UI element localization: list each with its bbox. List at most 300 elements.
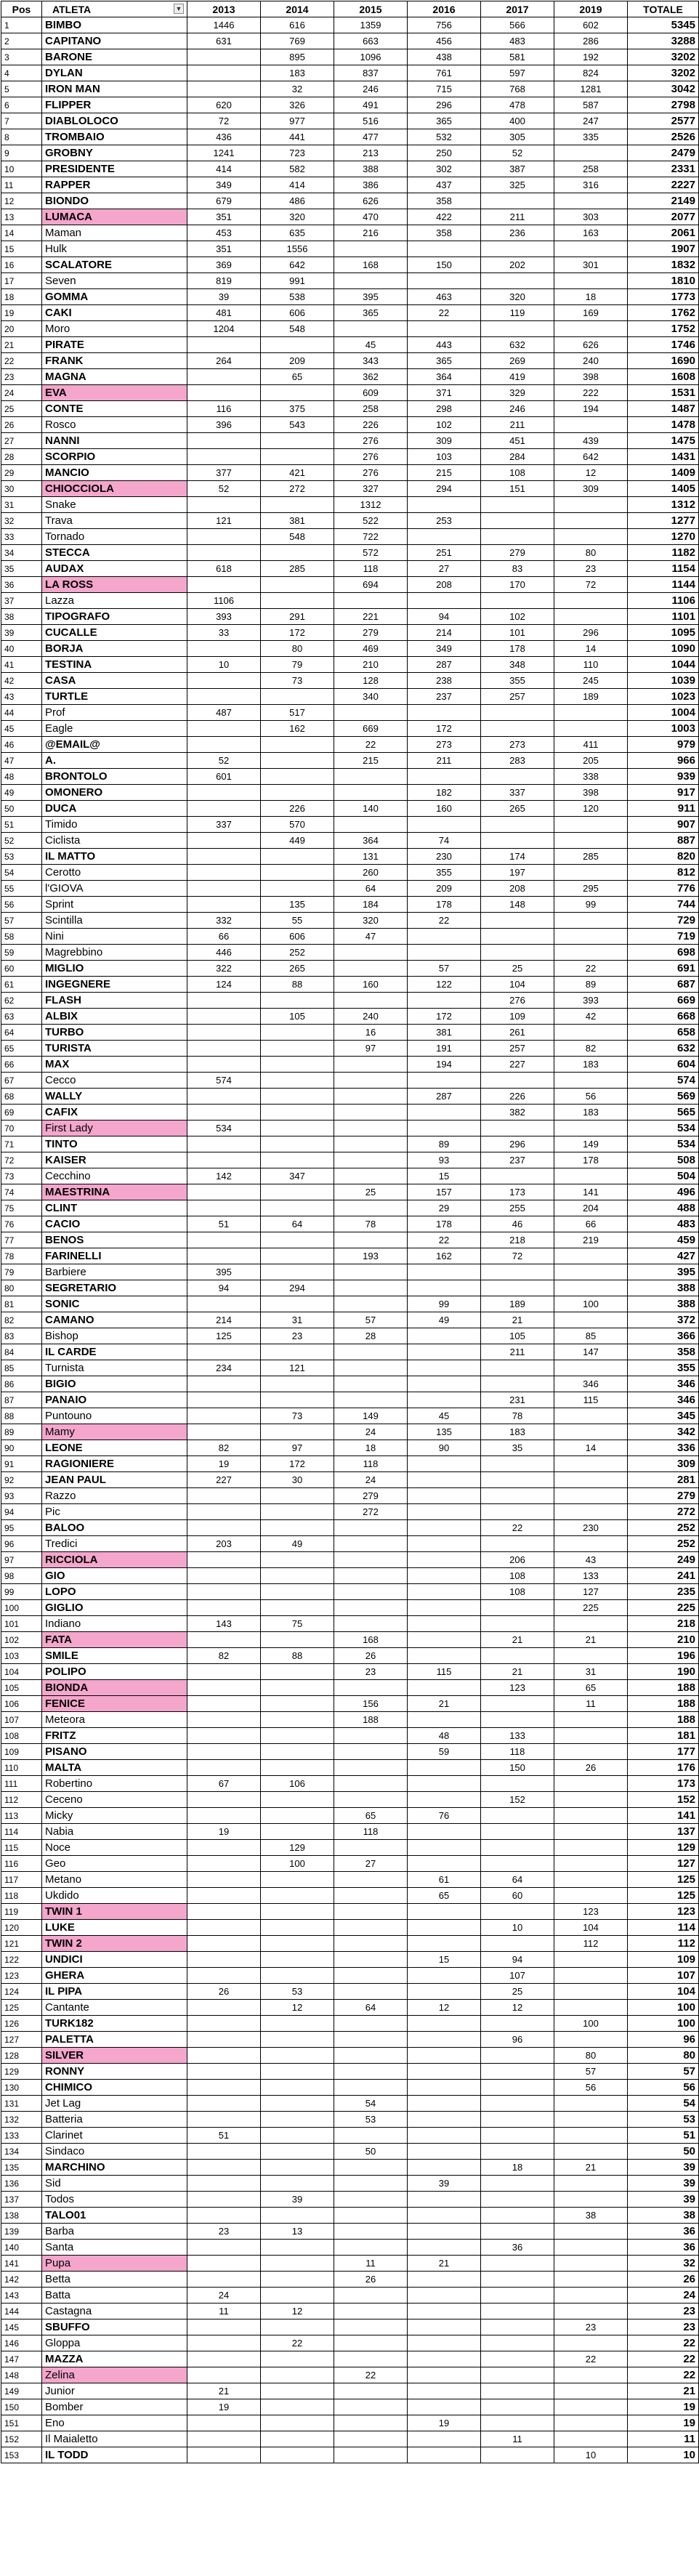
- row-position: 109: [1, 1744, 42, 1760]
- score-2014: [261, 2415, 334, 2431]
- score-2014: [261, 2383, 334, 2399]
- score-2013: 24: [187, 2288, 261, 2304]
- score-2017: [481, 2128, 554, 2144]
- score-2019: 104: [554, 1920, 628, 1936]
- athlete-name: IL TODD: [42, 2447, 187, 2463]
- athlete-name: IL MATTO: [42, 849, 187, 865]
- score-2014: 172: [261, 1456, 334, 1472]
- table-row: [1, 785, 699, 801]
- score-2013: 67: [187, 1776, 261, 1792]
- table-row: [1, 161, 699, 177]
- row-position: 30: [1, 481, 42, 497]
- score-2015: [334, 2447, 408, 2463]
- score-2013: [187, 1952, 261, 1968]
- row-total: 1531: [628, 385, 699, 401]
- score-2017: 276: [481, 993, 554, 1009]
- row-position: 121: [1, 1936, 42, 1952]
- score-2015: 28: [334, 1328, 408, 1344]
- athlete-name: CAMANO: [42, 1312, 187, 1328]
- score-2014: [261, 1136, 334, 1152]
- athlete-name: IL PIPA: [42, 1984, 187, 2000]
- score-2019: [554, 2304, 628, 2319]
- score-2013: 534: [187, 1121, 261, 1136]
- row-total: 939: [628, 769, 699, 785]
- row-total: 483: [628, 1216, 699, 1232]
- score-2014: [261, 1248, 334, 1264]
- score-2015: 24: [334, 1472, 408, 1488]
- table-row: [1, 1168, 699, 1184]
- score-2013: 214: [187, 1312, 261, 1328]
- score-2014: [261, 1920, 334, 1936]
- score-2015: 27: [334, 1856, 408, 1872]
- score-2015: 188: [334, 1712, 408, 1728]
- header-atleta: [42, 1, 187, 17]
- score-2019: 398: [554, 369, 628, 385]
- score-2017: [481, 1168, 554, 1184]
- row-position: 101: [1, 1616, 42, 1632]
- table-row: [1, 417, 699, 433]
- athlete-name: BIONDA: [42, 1680, 187, 1696]
- score-2016: [408, 2224, 481, 2240]
- row-position: 148: [1, 2367, 42, 2383]
- row-total: 2149: [628, 193, 699, 209]
- row-total: 11: [628, 2431, 699, 2447]
- score-2019: 99: [554, 897, 628, 913]
- score-2013: [187, 2431, 261, 2447]
- score-2015: 131: [334, 849, 408, 865]
- score-2017: 325: [481, 177, 554, 193]
- score-2016: [408, 2351, 481, 2367]
- score-2016: [408, 1920, 481, 1936]
- score-2014: [261, 1344, 334, 1360]
- row-position: 51: [1, 817, 42, 833]
- score-2017: [481, 2064, 554, 2080]
- row-total: 569: [628, 1089, 699, 1105]
- athlete-name: Batteria: [42, 2112, 187, 2128]
- row-total: 188: [628, 1696, 699, 1712]
- row-position: 87: [1, 1392, 42, 1408]
- score-2014: 548: [261, 321, 334, 337]
- score-2015: 386: [334, 177, 408, 193]
- row-total: 372: [628, 1312, 699, 1328]
- score-2016: [408, 2431, 481, 2447]
- row-total: 39: [628, 2176, 699, 2192]
- athlete-name: TURTLE: [42, 689, 187, 705]
- row-position: 41: [1, 657, 42, 673]
- score-2014: 13: [261, 2224, 334, 2240]
- row-total: 54: [628, 2096, 699, 2112]
- athlete-name: Castagna: [42, 2304, 187, 2319]
- score-2019: [554, 2256, 628, 2272]
- table-row: [1, 1744, 699, 1760]
- score-2014: 895: [261, 49, 334, 65]
- row-position: 33: [1, 529, 42, 545]
- row-position: 95: [1, 1520, 42, 1536]
- score-2016: [408, 2304, 481, 2319]
- score-2016: 371: [408, 385, 481, 401]
- score-2013: [187, 577, 261, 593]
- score-2016: 135: [408, 1424, 481, 1440]
- score-2014: 769: [261, 33, 334, 49]
- score-2017: 211: [481, 209, 554, 225]
- score-2016: [408, 2032, 481, 2048]
- score-2015: [334, 1264, 408, 1280]
- score-2014: [261, 2032, 334, 2048]
- athlete-name: Magrebbino: [42, 945, 187, 961]
- score-2015: 491: [334, 97, 408, 113]
- row-total: 252: [628, 1536, 699, 1552]
- score-2019: 26: [554, 1760, 628, 1776]
- score-2016: [408, 1073, 481, 1089]
- score-2015: [334, 1984, 408, 2000]
- table-row: [1, 1536, 699, 1552]
- score-2013: 234: [187, 1360, 261, 1376]
- row-total: 1270: [628, 529, 699, 545]
- score-2013: [187, 849, 261, 865]
- row-total: 26: [628, 2272, 699, 2288]
- score-2014: 226: [261, 801, 334, 817]
- table-row: [1, 1440, 699, 1456]
- score-2017: 305: [481, 129, 554, 145]
- athlete-name: GIGLIO: [42, 1600, 187, 1616]
- score-2019: [554, 1073, 628, 1089]
- row-total: 51: [628, 2128, 699, 2144]
- table-row: [1, 673, 699, 689]
- score-2017: [481, 1616, 554, 1632]
- score-2019: 21: [554, 2160, 628, 2176]
- score-2017: 21: [481, 1632, 554, 1648]
- row-position: 78: [1, 1248, 42, 1264]
- score-2015: 258: [334, 401, 408, 417]
- row-total: 1487: [628, 401, 699, 417]
- score-2017: 400: [481, 113, 554, 129]
- row-position: 134: [1, 2144, 42, 2160]
- score-2019: [554, 609, 628, 625]
- score-2013: [187, 65, 261, 81]
- score-2017: [481, 241, 554, 257]
- header-row: [1, 1, 699, 17]
- score-2013: [187, 785, 261, 801]
- athlete-name: PRESIDENTE: [42, 161, 187, 177]
- table-row: [1, 897, 699, 913]
- row-total: 56: [628, 2080, 699, 2096]
- score-2019: 204: [554, 1200, 628, 1216]
- score-2019: [554, 1888, 628, 1904]
- score-2014: [261, 1504, 334, 1520]
- score-2014: [261, 1200, 334, 1216]
- row-position: 58: [1, 929, 42, 945]
- row-position: 28: [1, 449, 42, 465]
- score-2019: 23: [554, 2319, 628, 2335]
- score-2014: 135: [261, 897, 334, 913]
- score-2015: [334, 1520, 408, 1536]
- athlete-name: TIPOGRAFO: [42, 609, 187, 625]
- score-2019: 439: [554, 433, 628, 449]
- score-2016: [408, 1632, 481, 1648]
- score-2016: 172: [408, 1009, 481, 1025]
- row-position: 100: [1, 1600, 42, 1616]
- row-position: 5: [1, 81, 42, 97]
- score-2016: 76: [408, 1808, 481, 1824]
- score-2013: [187, 1712, 261, 1728]
- score-2015: [334, 1952, 408, 1968]
- score-2019: [554, 1872, 628, 1888]
- score-2017: 150: [481, 1760, 554, 1776]
- athlete-name: Barbiere: [42, 1264, 187, 1280]
- row-position: 97: [1, 1552, 42, 1568]
- table-row: [1, 145, 699, 161]
- score-2013: [187, 2000, 261, 2016]
- score-2014: [261, 1696, 334, 1712]
- score-2014: [261, 1121, 334, 1136]
- table-row: [1, 2160, 699, 2176]
- row-total: 39: [628, 2160, 699, 2176]
- score-2014: 73: [261, 673, 334, 689]
- row-position: 96: [1, 1536, 42, 1552]
- score-2015: [334, 1616, 408, 1632]
- row-total: 39: [628, 2192, 699, 2208]
- score-2013: 414: [187, 161, 261, 177]
- score-2013: 601: [187, 769, 261, 785]
- score-2015: [334, 1376, 408, 1392]
- score-2015: 128: [334, 673, 408, 689]
- score-2017: [481, 1280, 554, 1296]
- score-2019: 21: [554, 1632, 628, 1648]
- table-row: [1, 1984, 699, 2000]
- score-2017: [481, 1472, 554, 1488]
- score-2016: [408, 1520, 481, 1536]
- row-total: 176: [628, 1760, 699, 1776]
- score-2014: 294: [261, 1280, 334, 1296]
- athlete-name: Timido: [42, 817, 187, 833]
- score-2015: 64: [334, 2000, 408, 2016]
- row-position: 91: [1, 1456, 42, 1472]
- score-2015: [334, 1872, 408, 1888]
- row-total: 336: [628, 1440, 699, 1456]
- athlete-name: BALOO: [42, 1520, 187, 1536]
- score-2017: 269: [481, 353, 554, 369]
- score-2014: [261, 1232, 334, 1248]
- row-position: 114: [1, 1824, 42, 1840]
- score-2015: 626: [334, 193, 408, 209]
- score-2017: 218: [481, 1232, 554, 1248]
- score-2015: 469: [334, 641, 408, 657]
- table-row: [1, 65, 699, 81]
- score-2017: [481, 1840, 554, 1856]
- score-2014: [261, 1744, 334, 1760]
- score-2017: 208: [481, 881, 554, 897]
- score-2013: [187, 2272, 261, 2288]
- score-2013: 679: [187, 193, 261, 209]
- row-position: 26: [1, 417, 42, 433]
- score-2014: [261, 865, 334, 881]
- score-2019: 205: [554, 753, 628, 769]
- score-2019: [554, 865, 628, 881]
- table-row: [1, 1568, 699, 1584]
- row-position: 117: [1, 1872, 42, 1888]
- row-position: 16: [1, 257, 42, 273]
- score-2014: [261, 2080, 334, 2096]
- score-2016: 273: [408, 737, 481, 753]
- row-position: 92: [1, 1472, 42, 1488]
- score-2019: 219: [554, 1232, 628, 1248]
- table-row: [1, 2415, 699, 2431]
- score-2015: [334, 2128, 408, 2144]
- score-2014: 162: [261, 721, 334, 737]
- score-2015: [334, 1840, 408, 1856]
- row-position: 137: [1, 2192, 42, 2208]
- row-total: 346: [628, 1392, 699, 1408]
- row-position: 89: [1, 1424, 42, 1440]
- score-2019: 11: [554, 1696, 628, 1712]
- table-row: [1, 1952, 699, 1968]
- score-2016: [408, 2208, 481, 2224]
- athlete-name: Scintilla: [42, 913, 187, 929]
- score-2015: 50: [334, 2144, 408, 2160]
- score-2015: 246: [334, 81, 408, 97]
- score-2016: 15: [408, 1168, 481, 1184]
- score-2017: [481, 1808, 554, 1824]
- score-2014: 381: [261, 513, 334, 529]
- score-2015: 118: [334, 1824, 408, 1840]
- row-total: 2227: [628, 177, 699, 193]
- score-2013: [187, 2367, 261, 2383]
- athlete-name: DIABLOLOCO: [42, 113, 187, 129]
- score-2017: [481, 2048, 554, 2064]
- score-2016: [408, 1840, 481, 1856]
- score-2015: 54: [334, 2096, 408, 2112]
- score-2014: 616: [261, 17, 334, 33]
- score-2015: [334, 1968, 408, 1984]
- score-2015: [334, 1057, 408, 1073]
- row-position: 66: [1, 1057, 42, 1073]
- score-2017: 35: [481, 1440, 554, 1456]
- score-2019: [554, 2144, 628, 2160]
- score-2019: [554, 1472, 628, 1488]
- table-row: [1, 2096, 699, 2112]
- score-2014: 31: [261, 1312, 334, 1328]
- score-2017: 261: [481, 1025, 554, 1041]
- score-2014: [261, 1073, 334, 1089]
- row-position: 24: [1, 385, 42, 401]
- score-2013: 19: [187, 1824, 261, 1840]
- row-total: 496: [628, 1184, 699, 1200]
- score-2017: [481, 2112, 554, 2128]
- athlete-name: Eno: [42, 2415, 187, 2431]
- score-2015: 260: [334, 865, 408, 881]
- score-2014: [261, 849, 334, 865]
- score-2013: [187, 1025, 261, 1041]
- athlete-name: AUDAX: [42, 561, 187, 577]
- athlete-name: SONIC: [42, 1296, 187, 1312]
- score-2017: [481, 2335, 554, 2351]
- score-2013: [187, 881, 261, 897]
- score-2013: [187, 2319, 261, 2335]
- score-2017: 119: [481, 305, 554, 321]
- score-2015: 395: [334, 289, 408, 305]
- score-2014: 75: [261, 1616, 334, 1632]
- score-2013: 39: [187, 289, 261, 305]
- score-2015: [334, 1920, 408, 1936]
- row-position: 131: [1, 2096, 42, 2112]
- score-2017: 102: [481, 609, 554, 625]
- score-2015: [334, 1904, 408, 1920]
- score-2014: 538: [261, 289, 334, 305]
- score-2013: 82: [187, 1440, 261, 1456]
- score-2014: 209: [261, 353, 334, 369]
- score-2014: 79: [261, 657, 334, 673]
- row-total: 427: [628, 1248, 699, 1264]
- score-2017: 478: [481, 97, 554, 113]
- score-2015: [334, 2431, 408, 2447]
- table-row: [1, 1328, 699, 1344]
- score-2017: 105: [481, 1328, 554, 1344]
- score-2014: 606: [261, 305, 334, 321]
- score-2019: 65: [554, 1680, 628, 1696]
- score-2016: 302: [408, 161, 481, 177]
- score-2013: 393: [187, 609, 261, 625]
- score-2015: 97: [334, 1041, 408, 1057]
- score-2013: [187, 449, 261, 465]
- score-2016: [408, 1568, 481, 1584]
- row-position: 136: [1, 2176, 42, 2192]
- score-2015: [334, 817, 408, 833]
- score-2017: 118: [481, 1744, 554, 1760]
- row-position: 63: [1, 1009, 42, 1025]
- table-row: [1, 2256, 699, 2272]
- row-position: 141: [1, 2256, 42, 2272]
- score-2014: [261, 2240, 334, 2256]
- table-row: [1, 2304, 699, 2319]
- score-2014: [261, 1712, 334, 1728]
- score-2016: [408, 705, 481, 721]
- score-2019: [554, 2383, 628, 2399]
- score-2014: [261, 2367, 334, 2383]
- score-2013: [187, 1057, 261, 1073]
- score-2014: [261, 2447, 334, 2463]
- table-row: [1, 1664, 699, 1680]
- score-2014: [261, 1824, 334, 1840]
- score-2014: 252: [261, 945, 334, 961]
- score-2019: 183: [554, 1057, 628, 1073]
- score-2013: 72: [187, 113, 261, 129]
- score-2015: [334, 1121, 408, 1136]
- score-2013: [187, 1392, 261, 1408]
- score-2019: [554, 497, 628, 513]
- score-2017: 123: [481, 1680, 554, 1696]
- score-2019: [554, 1856, 628, 1872]
- row-total: 129: [628, 1840, 699, 1856]
- score-2019: 163: [554, 225, 628, 241]
- filter-dropdown-icon[interactable]: ▼: [174, 4, 184, 14]
- score-2013: [187, 497, 261, 513]
- row-total: 345: [628, 1408, 699, 1424]
- score-2016: [408, 1856, 481, 1872]
- table-row: [1, 865, 699, 881]
- score-2019: 301: [554, 257, 628, 273]
- score-2016: [408, 1105, 481, 1121]
- row-position: 132: [1, 2112, 42, 2128]
- score-2016: [408, 2240, 481, 2256]
- score-2014: 23: [261, 1328, 334, 1344]
- score-2017: 21: [481, 1664, 554, 1680]
- score-2013: [187, 1136, 261, 1152]
- score-2015: [334, 2192, 408, 2208]
- score-2015: [334, 769, 408, 785]
- score-2015: 722: [334, 529, 408, 545]
- athlete-name: Hulk: [42, 241, 187, 257]
- table-row: [1, 289, 699, 305]
